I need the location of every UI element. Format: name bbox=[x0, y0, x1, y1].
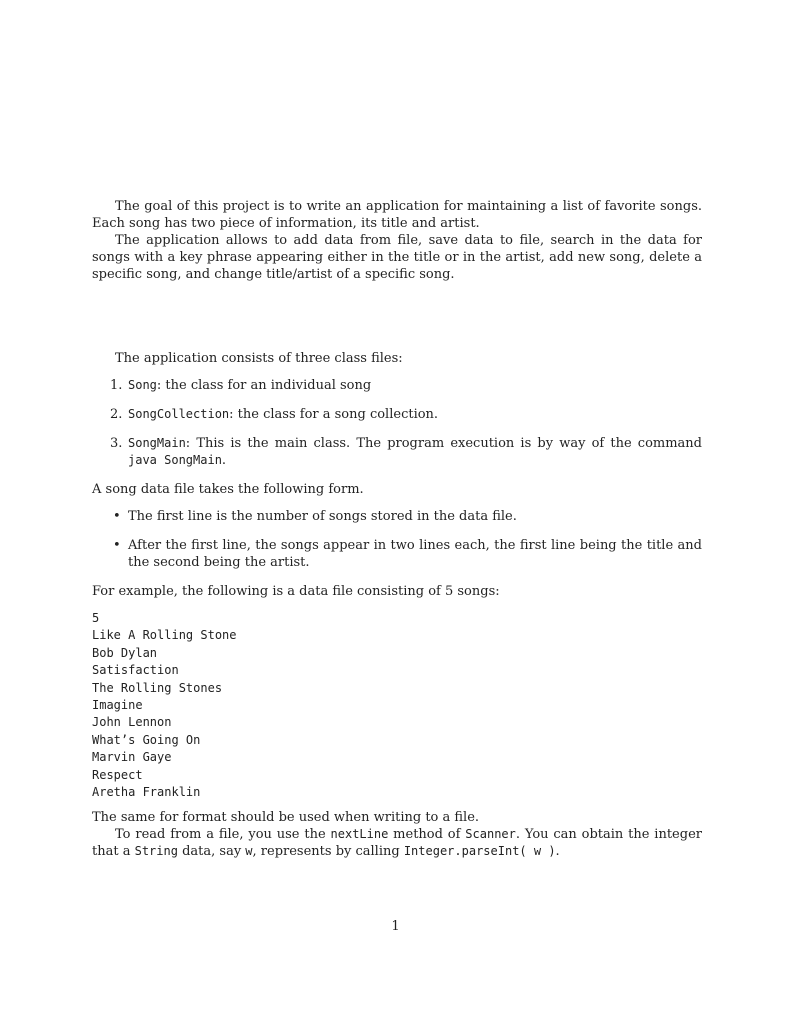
text-run: , represents by calling bbox=[252, 844, 404, 860]
data-line: Aretha Franklin bbox=[92, 785, 201, 800]
classes-lead: The application consists of three class files: bbox=[115, 351, 403, 366]
example-lead: For example, the following is a data file consisting of 5 songs: bbox=[92, 584, 500, 599]
class-list bbox=[92, 377, 702, 469]
closing-paragraph-2 bbox=[92, 826, 702, 860]
format-lead: A song data file takes the following form. bbox=[92, 482, 364, 497]
class-name-code: SongMain bbox=[128, 436, 186, 450]
text-run: To read from a file, you use the bbox=[115, 827, 331, 843]
text-run: . bbox=[555, 844, 560, 860]
bullet-text: The first line is the number of songs stored in the data file. bbox=[128, 509, 517, 524]
data-line: Marvin Gaye bbox=[92, 750, 172, 765]
text-run: data, say bbox=[177, 844, 246, 860]
data-line: John Lennon bbox=[92, 715, 172, 730]
code-scanner: Scanner bbox=[465, 827, 516, 842]
code-nextline: nextLine bbox=[330, 827, 389, 842]
data-line: Satisfaction bbox=[92, 663, 179, 678]
class-description-tail: . bbox=[221, 453, 227, 468]
class-description: : the class for an individual song bbox=[156, 378, 372, 393]
format-bullet-item bbox=[92, 537, 702, 571]
intro-paragraph-2: The application allows to add data from file, save data to file, search in the data for songs with a key phrase appearing either in the title or in the artist, add new song, delete a specific song, and change title/artist of a specific song. bbox=[92, 233, 702, 282]
list-number: 1. bbox=[110, 378, 123, 393]
text-run: method of bbox=[388, 827, 466, 843]
data-line: Bob Dylan bbox=[92, 645, 158, 660]
class-name-code: SongCollection bbox=[128, 407, 230, 421]
class-item-song bbox=[92, 377, 702, 394]
format-bullets bbox=[92, 508, 702, 571]
data-line: Respect bbox=[92, 767, 143, 782]
data-line: The Rolling Stones bbox=[92, 680, 223, 695]
page-number: 1 bbox=[391, 919, 400, 934]
bullet-text: After the first line, the songs appear in two lines each, the first line being the title and the second being the artist. bbox=[128, 538, 702, 570]
example-data-file bbox=[92, 610, 702, 801]
command-code: java SongMain bbox=[128, 453, 222, 467]
class-item-songmain bbox=[92, 435, 702, 469]
text-run: . You can obtain the integer that a bbox=[92, 827, 702, 860]
intro-paragraph-1: The goal of this project is to write an application for maintaining a list of favorite songs. Each song has two piece of information, its title and artist. bbox=[92, 199, 702, 231]
class-name-code: Song bbox=[128, 378, 157, 392]
list-number: 3. bbox=[110, 436, 123, 451]
data-line: Like A Rolling Stone bbox=[92, 628, 237, 643]
data-line: Imagine bbox=[92, 698, 143, 713]
class-description: : the class for a song collection. bbox=[229, 407, 439, 422]
class-item-songcollection bbox=[92, 406, 702, 423]
bullet-icon: • bbox=[113, 509, 121, 524]
code-parseint: Integer.parseInt( w ) bbox=[403, 844, 556, 859]
document-page bbox=[92, 198, 702, 860]
data-line: What’s Going On bbox=[92, 732, 201, 747]
code-w: w bbox=[245, 844, 253, 859]
bullet-icon: • bbox=[113, 538, 121, 553]
code-string: String bbox=[134, 844, 178, 859]
format-bullet-item bbox=[92, 508, 702, 525]
data-line: 5 bbox=[92, 611, 100, 625]
closing-paragraph-1: The same for format should be used when writing to a file. bbox=[92, 810, 480, 826]
class-description: : This is the main class. The program execution is by way of the command bbox=[185, 436, 702, 451]
list-number: 2. bbox=[110, 407, 123, 422]
